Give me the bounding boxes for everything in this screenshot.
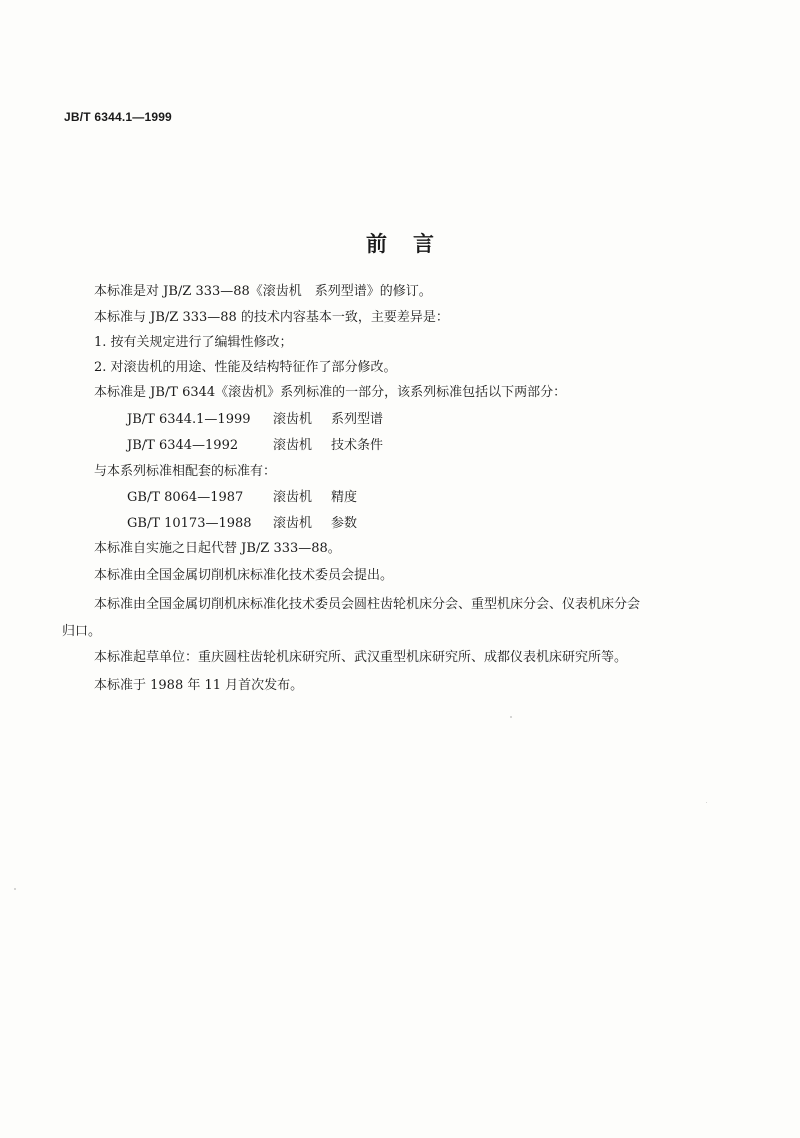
series-item [127, 412, 383, 428]
related-item-name: 滚齿机 [273, 490, 313, 505]
paragraph-revision-note: 本标准是对 JB/Z 333—88《滚齿机 系列型谱》的修订。 [94, 284, 432, 299]
related-item-code: GB/T 10173—1988 [127, 516, 252, 531]
paragraph-differences-intro: 本标准与 JB/Z 333—88 的技术内容基本一致，主要差异是： [94, 310, 449, 325]
series-item-code: JB/T 6344.1—1999 [127, 412, 251, 427]
related-item-code: GB/T 8064—1987 [127, 490, 244, 505]
series-item-desc: 技术条件 [331, 438, 384, 453]
series-item-code: JB/T 6344—1992 [127, 438, 239, 453]
related-item-desc: 参数 [331, 516, 358, 531]
series-item-desc: 系列型谱 [331, 412, 384, 427]
page-title: 前言 [366, 231, 460, 256]
paragraph-difference-1: 1. 按有关规定进行了编辑性修改； [94, 335, 293, 350]
paragraph-series-intro: 本标准是 JB/T 6344《滚齿机》系列标准的一部分，该系列标准包括以下两部分： [94, 385, 567, 400]
scan-speck [510, 716, 512, 718]
related-item [127, 516, 357, 532]
scan-speck [706, 802, 707, 803]
paragraph-management: 本标准由全国金属切削机床标准化技术委员会圆柱齿轮机床分会、重型机床分会、仪表机床分会 [94, 597, 641, 612]
related-item [127, 490, 357, 506]
paragraph-proposer: 本标准由全国金属切削机床标准化技术委员会提出。 [94, 568, 394, 583]
series-item-name: 滚齿机 [273, 438, 313, 453]
series-item-name: 滚齿机 [273, 412, 313, 427]
paragraph-related-intro: 与本系列标准相配套的标准有： [94, 464, 277, 479]
series-item [127, 438, 383, 454]
scan-speck [14, 888, 16, 890]
related-item-desc: 精度 [331, 490, 358, 505]
paragraph-management-continued: 归口。 [62, 624, 102, 639]
paragraph-drafting-units: 本标准起草单位：重庆圆柱齿轮机床研究所、武汉重型机床研究所、成都仪表机床研究所等。 [94, 650, 628, 665]
paragraph-first-release: 本标准于 1988 年 11 月首次发布。 [94, 678, 304, 693]
related-item-name: 滚齿机 [273, 516, 313, 531]
paragraph-replacement: 本标准自实施之日起代替 JB/Z 333—88。 [94, 541, 341, 556]
paragraph-difference-2: 2. 对滚齿机的用途、性能及结构特征作了部分修改。 [94, 360, 397, 375]
standard-code: JB/T 6344.1—1999 [64, 110, 172, 124]
